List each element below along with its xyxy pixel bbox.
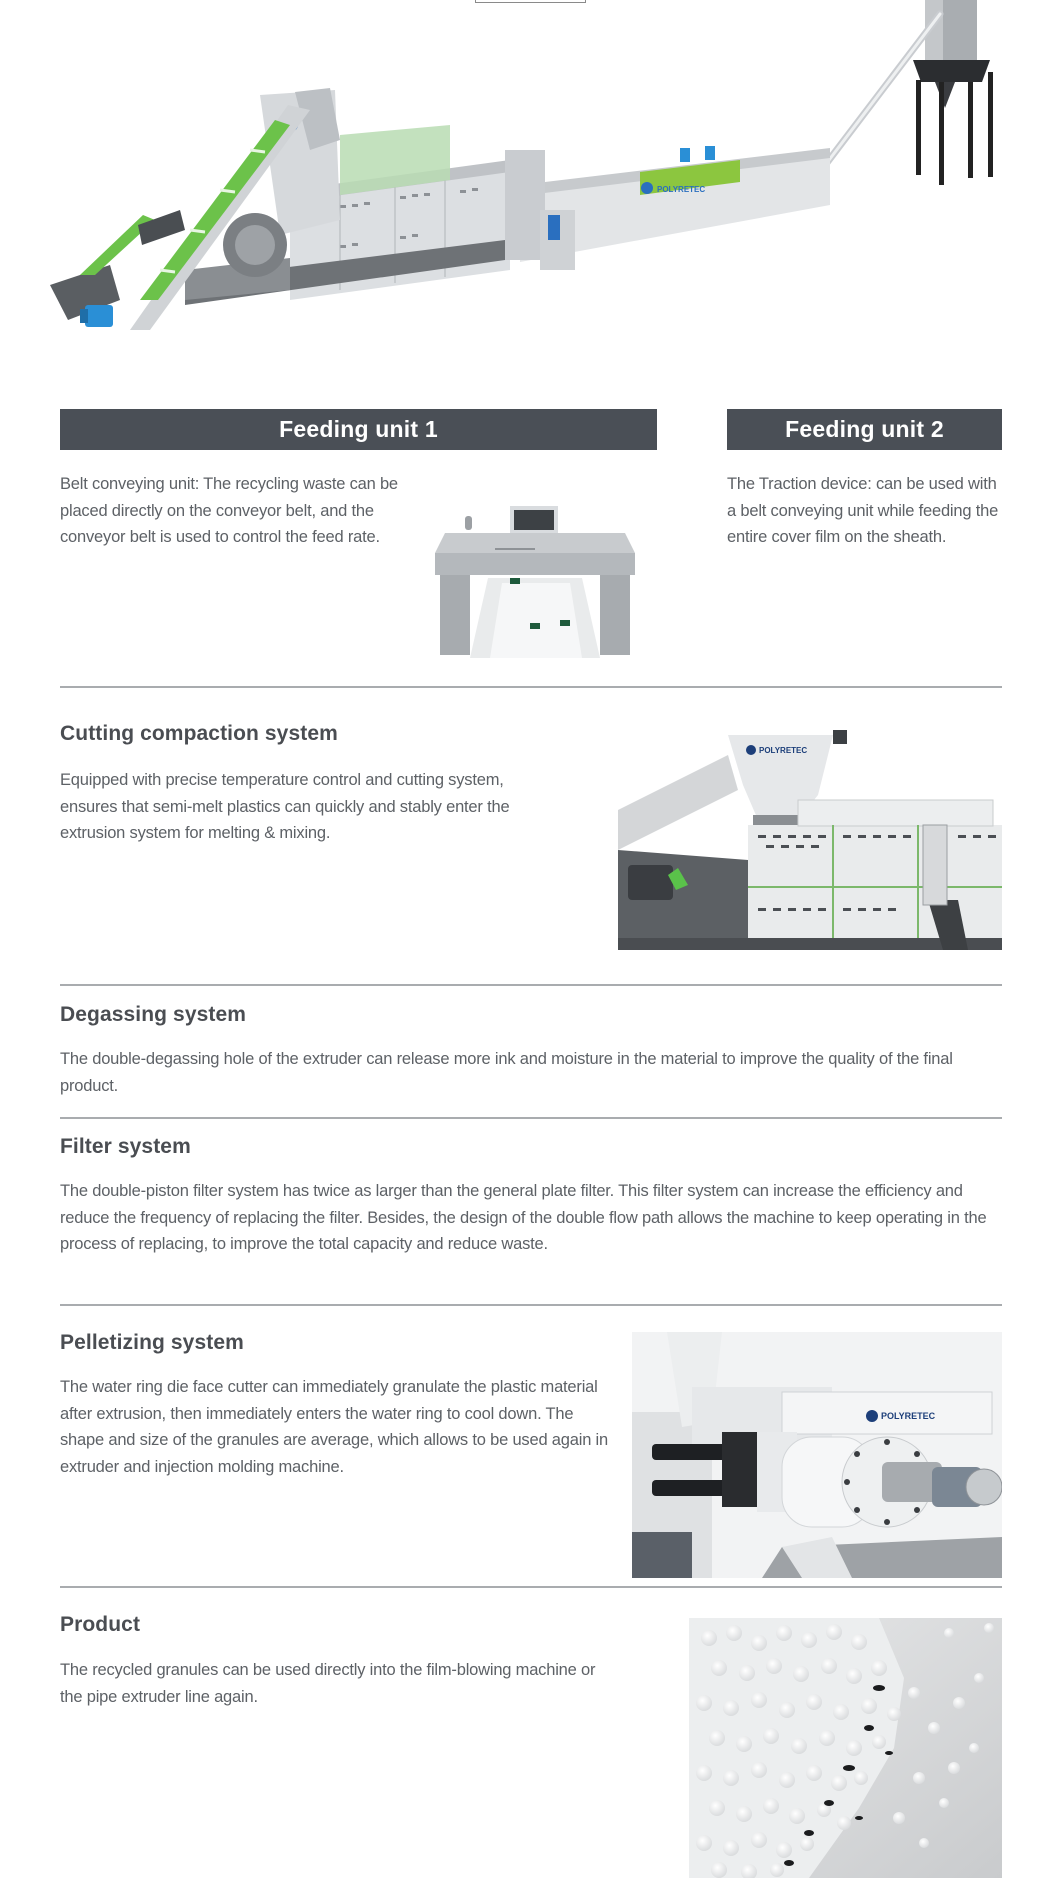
section-divider [60, 1304, 1002, 1306]
feeding-unit-2-header [727, 409, 1002, 450]
cutting-section-title: Cutting compaction system [60, 722, 338, 745]
svg-text:POLYRETEC: POLYRETEC [759, 746, 808, 755]
product-section-text: The recycled granules can be used directly into the film-blowing machine or the pipe extruder line again. [60, 1661, 596, 1706]
section-divider [60, 984, 1002, 986]
filter-section-title: Filter system [60, 1135, 191, 1158]
cutting-compaction-image [618, 700, 1002, 954]
feeding-unit-1-text: Belt conveying unit: The recycling waste can be placed directly on the conveyor belt, and the conveyor belt is used to control the feed rate. [60, 475, 398, 546]
cutting-section-text: Equipped with precise temperature control and cutting system, ensures that semi-melt plastics can quickly and stably enter the extrusion system for melting & mixing. [60, 771, 510, 842]
feeding-unit-1-header [60, 409, 657, 450]
svg-text:POLYRETEC: POLYRETEC [881, 1411, 936, 1421]
degassing-section-text: The double-degassing hole of the extruder can release more ink and moisture in the material to improve the quality of the final product. [60, 1050, 953, 1095]
hero-machine-image [40, 0, 1010, 345]
svg-text:POLYRETEC: POLYRETEC [657, 185, 706, 194]
feeding-unit-1-image [410, 468, 662, 658]
product-section-title: Product [60, 1613, 141, 1636]
silo [913, 0, 993, 185]
section-divider [60, 1117, 1002, 1119]
product-granules-image [689, 1618, 1002, 1878]
section-divider [60, 1586, 1002, 1588]
feeding-unit-2-text: The Traction device: can be used with a belt conveying unit while feeding the entire cover film on the sheath. [727, 475, 999, 546]
feeding-unit-1-title: Feeding unit 1 [279, 416, 438, 442]
pelletizing-section-text: The water ring die face cutter can immediately granulate the plastic material after extrusion, then immediately enters the water ring to cool down. The shape and size of the granules are average, which allows to be used again in extruder and injection molding machine. [60, 1378, 608, 1476]
degassing-section-title: Degassing system [60, 1003, 247, 1026]
pelletizing-image [632, 1332, 1002, 1578]
pelletizing-section-title: Pelletizing system [60, 1331, 244, 1354]
filter-section-text: The double-piston filter system has twice as larger than the general plate filter. This filter system can increase the efficiency and reduce the frequency of replacing the filter. Besides, the design of the double flow path allows the machine to keep operating in the process of replacing, to improve the total capacity and reduce waste. [60, 1182, 987, 1253]
feeding-unit-2-title: Feeding unit 2 [785, 416, 944, 442]
section-divider [60, 686, 1002, 688]
